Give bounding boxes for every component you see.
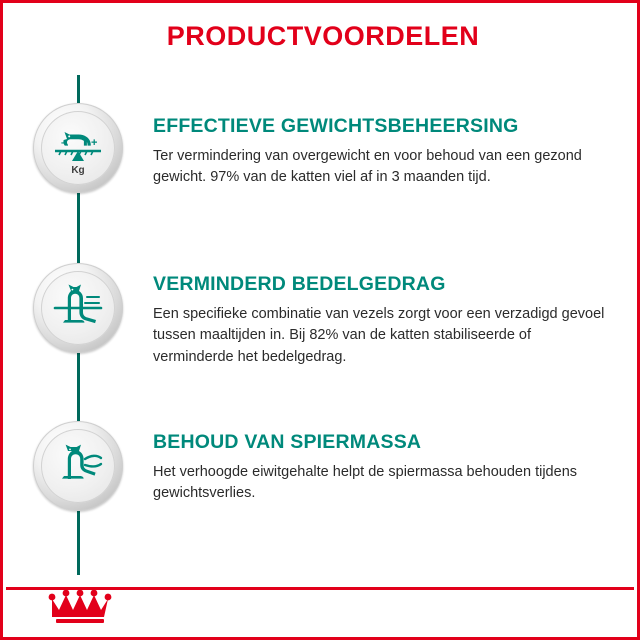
benefit-copy <box>153 431 613 505</box>
benefit-body: Een specifieke combinatie van vezels zorgt voor een verzadigd gevoel tussen maaltijden in. Bij 82% van de katten stabiliseerde of verminderde het bedelgedrag. <box>153 306 605 365</box>
benefit-copy <box>153 115 613 189</box>
benefit-body: Het verhoogde eiwitgehalte helpt de spiermassa behouden tijdens gewichtsverlies. <box>153 464 578 502</box>
svg-text:+: + <box>91 137 98 149</box>
benefit-heading: EFFECTIEVE GEWICHTSBEHEERSING <box>153 115 519 137</box>
cat-muscle-icon <box>33 421 123 511</box>
royal-canin-crown-logo <box>48 587 118 627</box>
scale-unit-label: Kg <box>71 165 85 176</box>
page-title: PRODUCTVOORDELEN <box>166 21 480 51</box>
benefit-heading: VERMINDERD BEDELGEDRAG <box>153 273 446 295</box>
benefit-body: Ter vermindering van overgewicht en voor behoud van een gezond gewicht. 97% van de katten viel af in 3 maanden tijd. <box>153 148 582 186</box>
svg-text:–: – <box>61 137 68 149</box>
benefit-copy <box>153 273 613 368</box>
cat-begging-crossed-out-icon <box>33 263 123 353</box>
benefit-heading: BEHOUD VAN SPIERMASSA <box>153 431 422 453</box>
cat-weight-scale-icon <box>33 103 123 193</box>
